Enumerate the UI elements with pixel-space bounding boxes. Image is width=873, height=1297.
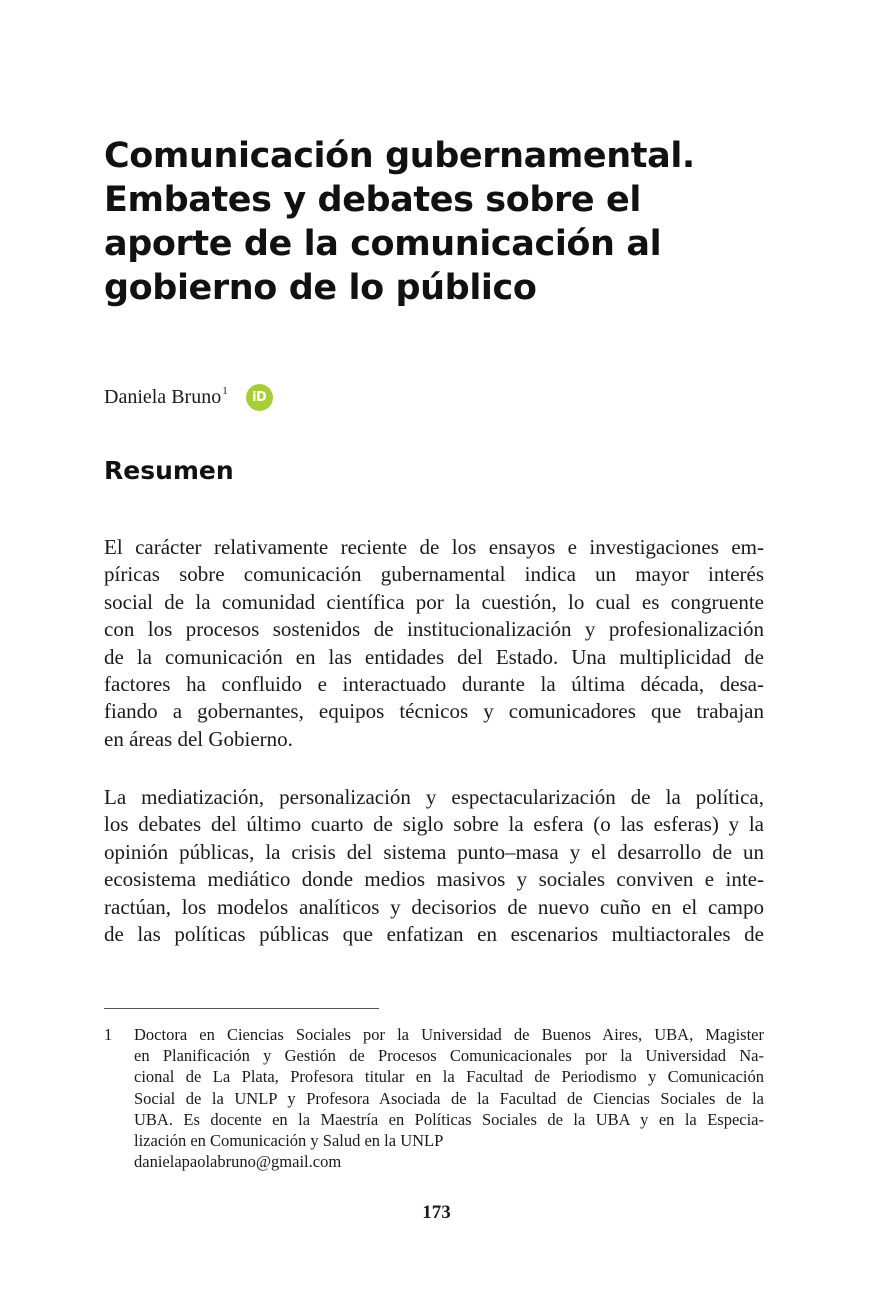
title-line: aporte de la comunicación al [104,224,662,264]
text-line: píricas sobre comunicación gubernamental indica un mayor interés [104,562,764,587]
text-line: de las políticas públicas que enfatizan en escenarios multiactorales de [104,922,764,947]
title-line: gobierno de lo público [104,268,537,308]
text-line: con los procesos sostenidos de institucionalización y profesionalización [104,617,764,642]
text-line: fiando a gobernantes, equipos técnicos y comunicadores que trabajan [104,699,764,724]
text-line: los debates del último cuarto de siglo sobre la esfera (o las esferas) y la [104,812,764,837]
text-line: La mediatización, personalización y espectacularización de la política, [104,785,764,809]
footnote-divider [104,1008,379,1009]
text-line: ecosistema mediático donde medios masivos y sociales conviven e inte- [104,867,764,892]
orcid-icon[interactable] [246,384,273,411]
author-line [104,383,273,411]
title-line: Embates y debates sobre el [104,180,641,220]
footnote-line: Social de la UNLP y Profesora Asociada de la Facultad de Ciencias Sociales de la [134,1088,764,1108]
footnote-text [134,1024,764,1172]
orcid-label: iD [252,389,267,405]
footnote-line: lización en Comunicación y Salud en la UNLP [134,1131,444,1151]
author-name: Daniela Bruno [104,385,222,408]
text-line: opinión públicas, la crisis del sistema punto–masa y el desarrollo de un [104,839,764,864]
section-heading: Resumen [104,456,234,485]
footnote-line: en Planificación y Gestión de Procesos Comunicacionales por la Universidad Na- [134,1046,764,1066]
footnote-number: 1 [104,1025,113,1044]
title-line: Comunicación gubernamental. [104,136,695,176]
article-title [104,134,784,310]
page-number: 173 [422,1202,451,1223]
footnote-line: UBA. Es docente en la Maestría en Políticas Sociales de la UBA y en la Especia- [134,1109,764,1129]
text-line: factores ha confluido e interactuado durante la última década, desa- [104,672,764,697]
footnote-email[interactable]: danielapaolabruno@gmail.com [134,1152,342,1172]
abstract-paragraph-1 [104,534,764,753]
footnote-line: cional de La Plata, Profesora titular en la Facultad de Periodismo y Comunicación [134,1067,764,1087]
text-line: de la comunicación en las entidades del Estado. Una multiplicidad de [104,644,764,669]
text-line: social de la comunidad científica por la cuestión, lo cual es congruente [104,589,764,614]
text-line: ractúan, los modelos analíticos y decisorios de nuevo cuño en el campo [104,894,764,919]
text-line: en áreas del Gobierno. [104,726,293,751]
text-line: El carácter relativamente reciente de los ensayos e investigaciones em- [104,535,764,559]
author-footnote-ref[interactable]: 1 [222,385,228,397]
abstract-paragraph-2 [104,784,764,948]
footnote-line: Doctora en Ciencias Sociales por la Universidad de Buenos Aires, UBA, Magister [134,1025,764,1044]
